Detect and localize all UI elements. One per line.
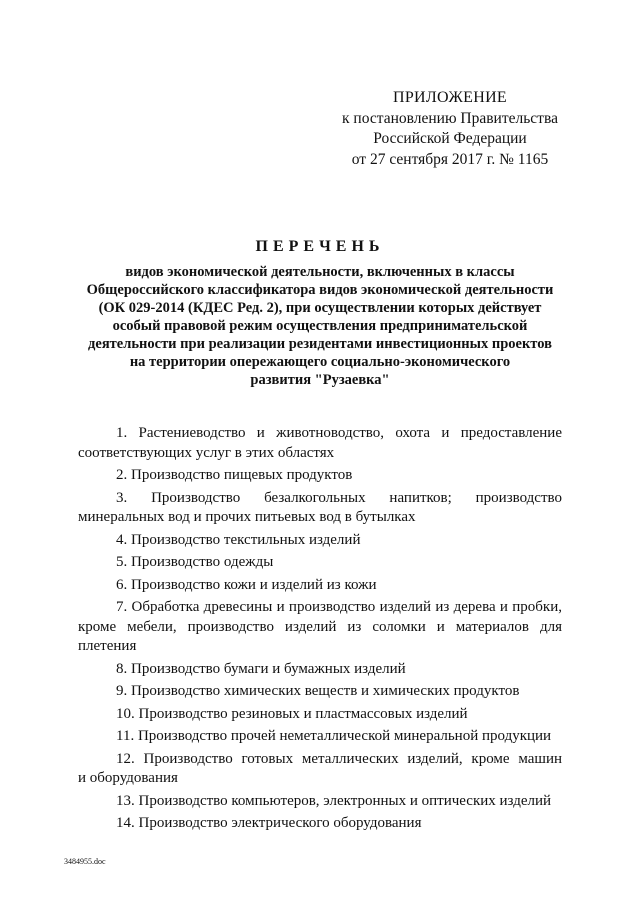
activity-list — [78, 424, 562, 837]
file-name-footer: 3484955.doc — [64, 857, 106, 866]
list-item: 5. Производство одежды — [116, 554, 274, 570]
appendix-block — [330, 88, 570, 170]
list-item: 14. Производство электрического оборудования — [116, 815, 422, 831]
subtitle-line: Общероссийского классификатора видов экономической деятельности — [86, 282, 554, 298]
list-item-line: кроме мебели, производство изделий из соломки и материалов для — [78, 618, 562, 635]
subtitle-line: видов экономической деятельности, включенных в классы — [125, 264, 515, 280]
subtitle-line: деятельности при реализации резидентами инвестиционных проектов — [88, 336, 552, 352]
list-item: 9. Производство химических веществ и химических продуктов — [116, 683, 520, 699]
list-item-line: соответствующих услуг в этих областях — [78, 444, 335, 461]
list-item-line: и оборудования — [78, 770, 178, 786]
appendix-heading: ПРИЛОЖЕНИЕ — [392, 89, 507, 106]
list-item-line: плетения — [78, 638, 137, 654]
list-item: 6. Производство кожи и изделий из кожи — [116, 576, 377, 593]
subtitle-line: особый правовой режим осуществления предпринимательской — [112, 318, 528, 334]
list-item: 8. Производство бумаги и бумажных изделий — [116, 660, 406, 677]
list-item: 11. Производство прочей неметаллической минеральной продукции — [116, 728, 552, 744]
list-item-line: минеральных вод и прочих питьевых вод в бутылках — [78, 509, 416, 525]
appendix-line-decree: к постановлению Правительства — [342, 109, 558, 127]
list-item-line: 7. Обработка древесины и производство изделий из дерева и пробки, — [116, 599, 562, 615]
list-item-line: 12. Производство готовых металлических изделий, кроме машин — [116, 750, 562, 767]
list-item — [78, 489, 562, 528]
subtitle-line: развития "Рузаевка" — [250, 372, 390, 388]
list-item: 10. Производство резиновых и пластмассовых изделий — [116, 705, 468, 722]
list-item: 2. Производство пищевых продуктов — [116, 467, 353, 483]
list-item-line: 3. Производство безалкогольных напитков; производство — [116, 489, 562, 506]
list-item — [78, 424, 562, 463]
document-subtitle — [70, 263, 570, 389]
appendix-line-date-number: от 27 сентября 2017 г. № 1165 — [351, 150, 549, 168]
list-item: 4. Производство текстильных изделий — [116, 531, 361, 548]
subtitle-line: (ОК 029-2014 (КДЕС Ред. 2), при осуществлении которых действует — [98, 300, 542, 316]
list-item — [78, 598, 562, 657]
list-item-line: 1. Растениеводство и животноводство, охота и предоставление — [116, 425, 562, 441]
subtitle-line: на территории опережающего социально-экономического — [129, 354, 511, 370]
document-title: ПЕРЕЧЕНЬ — [255, 238, 385, 255]
list-item: 13. Производство компьютеров, электронных и оптических изделий — [116, 792, 552, 809]
list-item — [78, 750, 562, 789]
appendix-line-federation: Российской Федерации — [373, 130, 527, 147]
